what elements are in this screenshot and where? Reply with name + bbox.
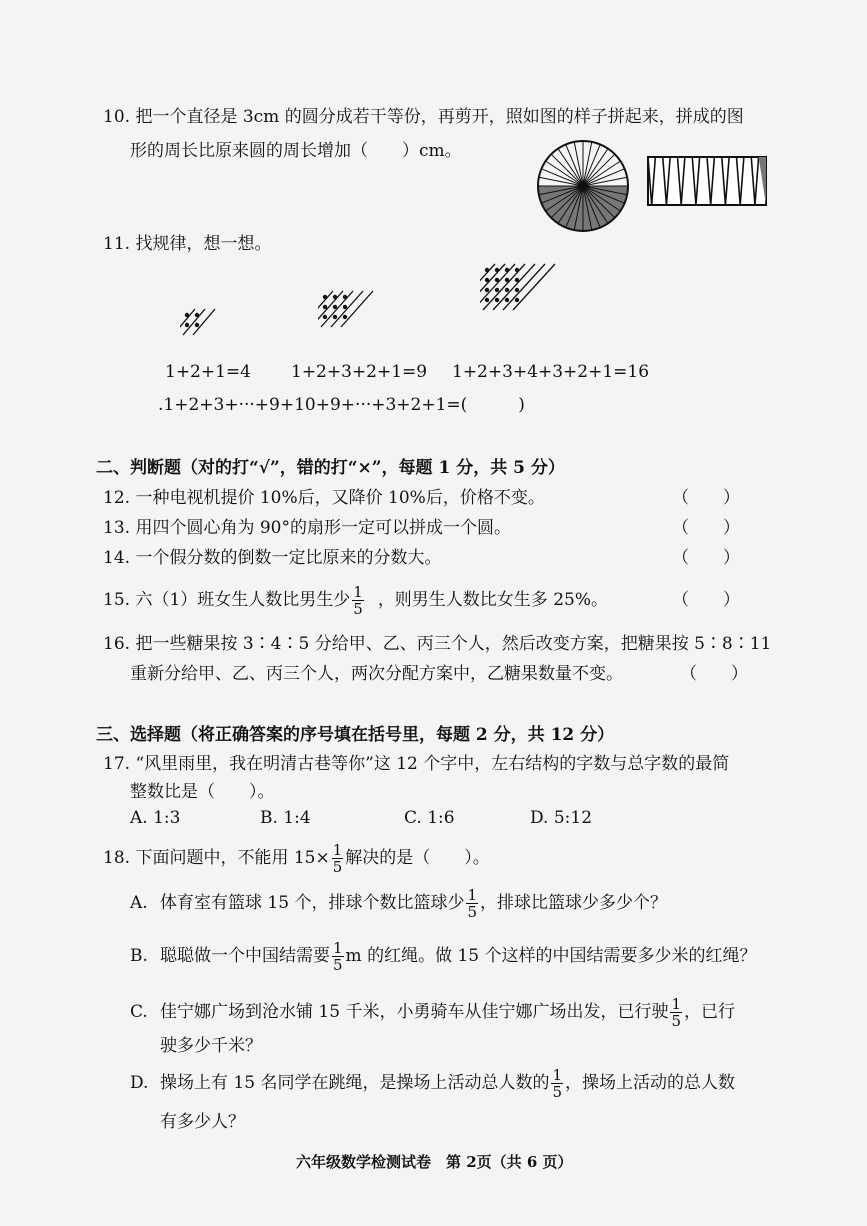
- q18-option-b-label: B.: [130, 946, 148, 966]
- section3-heading: 三、选择题（将正确答案的序号填在括号里，每题 2 分，共 12 分）: [96, 725, 615, 745]
- q18-option-d-text-end: ，操场上活动的总人数: [565, 1073, 735, 1093]
- q10-line1: 10. 把一个直径是 3cm 的圆分成若干等份，再剪开，照如图的样子拼起来，拼成的图: [103, 107, 744, 127]
- q13-text: 13. 用四个圆心角为 90°的扇形一定可以拼成一个圆。: [103, 518, 511, 538]
- q18-option-c-line2: 驶多少千米？: [160, 1036, 262, 1056]
- section2-heading: 二、判断题（对的打“√”，错的打“×”，每题 1 分，共 5 分）: [96, 458, 565, 478]
- dot-pattern-1: [180, 308, 220, 348]
- q15-line: [103, 580, 608, 620]
- q18-option-c-label: C.: [130, 1002, 148, 1022]
- q11-eq3: 1+2+3+4+3+2+1=16: [452, 362, 650, 382]
- q15-text-b: ，则男生人数比女生多 25%。: [377, 590, 609, 610]
- q17-option-a: A. 1:3: [130, 808, 181, 828]
- q16-answer-paren[interactable]: （ ）: [680, 664, 748, 684]
- q16-line2: 重新分给甲、乙、丙三个人，两次分配方案中，乙糖果数量不变。: [130, 664, 623, 684]
- q11-title: 11. 找规律，想一想。: [103, 234, 272, 254]
- q14-text: 14. 一个假分数的倒数一定比原来的分数大。: [103, 548, 442, 568]
- q11-eq2: 1+2+3+2+1=9: [291, 362, 428, 382]
- pattern-dot: [485, 288, 489, 292]
- q16-line1: 16. 把一些糖果按 3∶4∶5 分给甲、乙、丙三个人，然后改变方案，把糖果按 5∶8∶11: [103, 634, 772, 654]
- q15-answer-paren[interactable]: （ ）: [672, 590, 740, 610]
- circle-radius-line: [551, 154, 583, 186]
- q18-option-c-text-end: ，已行: [684, 1002, 735, 1022]
- fraction-one-fifth: $\frac{1}{5}$: [332, 841, 343, 876]
- pattern-dot: [333, 315, 337, 319]
- q18-option-a: [160, 883, 667, 923]
- q14-answer-paren[interactable]: （ ）: [672, 548, 740, 568]
- q17-line2: 整数比是（ ）。: [130, 782, 275, 802]
- fraction-one-fifth: $\frac{1}{5}$: [467, 886, 477, 921]
- q13-answer-paren[interactable]: （ ）: [672, 518, 740, 538]
- rearranged-strip-figure: [646, 155, 768, 207]
- dot-pattern-2: [318, 290, 380, 352]
- fraction-one-fifth: $\frac{1}{5}$: [333, 939, 343, 974]
- q18-option-a-label: A.: [130, 893, 148, 913]
- q18-option-b-text-end: m 的红绳。做 15 个这样的中国结需要多少米的红绳？: [345, 946, 757, 966]
- q17-line1: 17. “风里雨里，我在明清古巷等你”这 12 个字中，左右结构的字数与总字数的最简: [103, 754, 730, 774]
- q18-option-b: [160, 936, 757, 976]
- q18-option-c: [160, 992, 735, 1032]
- q18-option-d-text: 操场上有 15 名同学在跳绳，是操场上活动总人数的: [160, 1073, 550, 1093]
- q11-eq1: 1+2+1=4: [165, 362, 251, 382]
- circle-radius-line: [583, 154, 615, 186]
- q18-option-b-text: 聪聪做一个中国结需要: [160, 946, 330, 966]
- pattern-dot: [343, 315, 347, 319]
- fraction-one-fifth: $\frac{1}{5}$: [552, 1066, 562, 1101]
- q18-text-b: 解决的是（ ）。: [345, 848, 490, 868]
- q18-option-d: [160, 1063, 735, 1103]
- page-footer: 六年级数学检测试卷 第 2页（共 6 页）: [296, 1153, 573, 1171]
- pattern-dot: [515, 298, 519, 302]
- q10-line2: 形的周长比原来圆的周长增加（ ）cm。: [130, 141, 462, 161]
- q18-stem: [103, 838, 490, 878]
- pattern-dot: [323, 315, 327, 319]
- pattern-dot: [185, 323, 189, 327]
- pattern-diagonal-line: [183, 309, 205, 335]
- divided-circle-figure: [535, 138, 631, 234]
- q11-eq4: .1+2+3+···+9+10+9+···+3+2+1=( ): [158, 395, 525, 415]
- q18-option-c-text: 佳宁娜广场到沧水铺 15 千米，小勇骑车从佳宁娜广场出发，已行驶: [160, 1002, 669, 1022]
- pattern-dot: [505, 298, 509, 302]
- q17-option-b: B. 1:4: [260, 808, 311, 828]
- pattern-dot: [195, 323, 199, 327]
- q18-option-d-line2: 有多少人？: [160, 1112, 245, 1132]
- q17-option-c: C. 1:6: [404, 808, 455, 828]
- pattern-dot: [495, 298, 499, 302]
- q12-answer-paren[interactable]: （ ）: [672, 488, 740, 508]
- pattern-dot: [515, 288, 519, 292]
- fraction-one-fifth: $\frac{1}{5}$: [671, 995, 681, 1030]
- pattern-diagonal-line: [193, 309, 215, 335]
- fraction-one-fifth: $\frac{1}{5}$: [353, 583, 363, 618]
- q17-option-d: D. 5:12: [530, 808, 593, 828]
- pattern-dot: [505, 288, 509, 292]
- dot-pattern-3: [480, 263, 564, 347]
- q18-option-d-label: D.: [130, 1073, 149, 1093]
- pattern-dot: [485, 298, 489, 302]
- pattern-dot: [495, 288, 499, 292]
- pattern-diagonal-line: [480, 264, 505, 310]
- q18-option-a-text: 体育室有篮球 15 个，排球个数比篮球少: [160, 893, 465, 913]
- pattern-diagonal-line: [318, 291, 343, 327]
- q15-text-a: 15. 六（1）班女生人数比男生少: [103, 590, 351, 610]
- q18-option-a-text-end: ，排球比篮球少多少个？: [480, 893, 667, 913]
- q18-text-a: 18. 下面问题中，不能用 15×: [103, 848, 330, 868]
- q12-text: 12. 一种电视机提价 10%后，又降价 10%后，价格不变。: [103, 488, 545, 508]
